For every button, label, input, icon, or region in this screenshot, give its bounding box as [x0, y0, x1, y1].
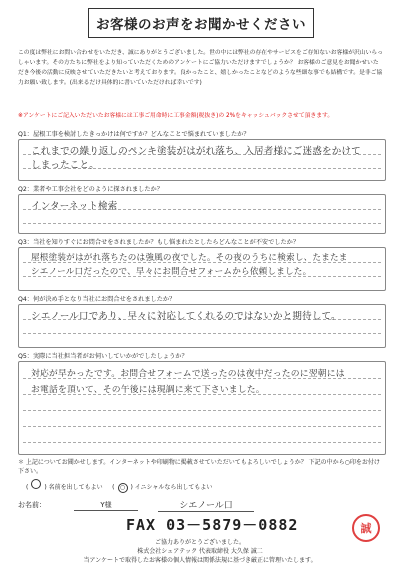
question-4-answer-box: [18, 304, 386, 348]
publication-consent: ＊ 上記についてお聞かせします。インターネットや印刷物に掲載させていただいてもよろしいでしょうか？ 下記の中から○印をお付け下さい。 ( ) 名前を出してもよい ( ○ ) イニシャルなら出してもよい: [18, 458, 384, 493]
question-2-answer-box: [18, 194, 386, 234]
answer-2-line-1: インターネット検索: [31, 201, 118, 212]
fax-number: FAX 03－5879－0882: [126, 516, 299, 534]
name-handwritten: シエノール口: [158, 498, 254, 512]
name-value: Y様: [74, 500, 138, 511]
answer-5-line-1: 対応が早かったです。お問合せフォームで送ったのは夜中だったのに翌朝には: [31, 369, 345, 379]
question-3-label: Q3：当社を知りすぐにお問合せをされましたか？もし悩まれたとしたらどんなことが不安でしたか？: [18, 239, 300, 246]
footer-company: 株式会社シェアテック 代表取締役 大久保 誠二: [137, 548, 263, 555]
answer-4-line-1: シエノール口であり、早々に対応してくれるのではないかと期待して。: [31, 311, 341, 322]
footer-thanks: ご協力ありがとうございました。: [154, 539, 245, 546]
question-5-answer-box: [18, 361, 386, 455]
question-5-label: Q5：実際に当社担当者がお伺いしていかがでしたしょうか？: [18, 353, 188, 360]
question-1-answer-box: [18, 139, 386, 181]
answer-1-line-1: これまでの繰り返しのペンキ塗装がはがれ落ち、入居者様にご迷惑をかけて: [31, 146, 361, 157]
company-seal-stamp: 誠: [352, 514, 380, 542]
answer-5-line-2: お電話を頂いて、その午後には現調に来て下さいました。: [31, 385, 265, 395]
option-2-mark-selected[interactable]: ○: [118, 483, 128, 493]
answer-3-line-1: 屋根塗装がはがれ落ちたのは強風の夜でした。その夜のうちに検索し、たまたま: [31, 253, 348, 263]
intro-note: ※アンケートにご記入いただいたお客様には工事ご用命時に工事金額(税抜き)の 2%をキャッシュバックさせて頂きます。: [18, 113, 334, 119]
question-3-answer-box: [18, 247, 386, 291]
footer-privacy: 当アンケートで取得したお客様の個人情報は関係法規に基づき厳正に管理いたします。: [83, 557, 317, 564]
name-label: お名前：: [18, 501, 46, 509]
page-title: お客様のお声をお聞かせください: [88, 8, 314, 38]
option-1-label: 名前を出してもよい: [48, 484, 103, 491]
question-4-label: Q4：何が決め手となり当社にお問合せをされましたか？: [18, 296, 176, 303]
answer-3-line-2: シエノール口だったので、早々にお問合せフォームから依頼しました。: [31, 267, 312, 277]
name-row: [18, 496, 384, 514]
option-1-mark[interactable]: [31, 479, 41, 489]
consent-text: ＊ 上記についてお聞かせします。インターネットや印刷物に掲載させていただいてもよろしいでしょうか？ 下記の中から○印をお付け下さい。: [18, 459, 380, 475]
option-2-label: イニシャルなら出してもよい: [134, 484, 213, 491]
intro-text: この度は弊社にお問い合わせをいただき、誠にありがとうございました。世の中には弊社の存在やサービスをご存知ないお客様が沢山いらっしゃいます。その方たちに弊社をより知っていただくためのアンケートにご協力いただけますでしょうか？ お客様のご意見をお聞かせいただき今後の活動に反映させていただきたいと考えております。良かったこと、嬉しかったことなどのような些細な事でも結構です。是非ご協力お願い致します。(出来るだけ具体的に書いていただければ幸いです): [18, 50, 383, 86]
question-1-label: Q1：屋根工事を検討したきっかけは何ですか？どんなことで悩まれていましたか？: [18, 131, 250, 138]
answer-1-line-2: しまったこと。: [31, 160, 99, 171]
question-2-label: Q2：業者や工事会社をどのように探されましたか？: [18, 186, 163, 193]
